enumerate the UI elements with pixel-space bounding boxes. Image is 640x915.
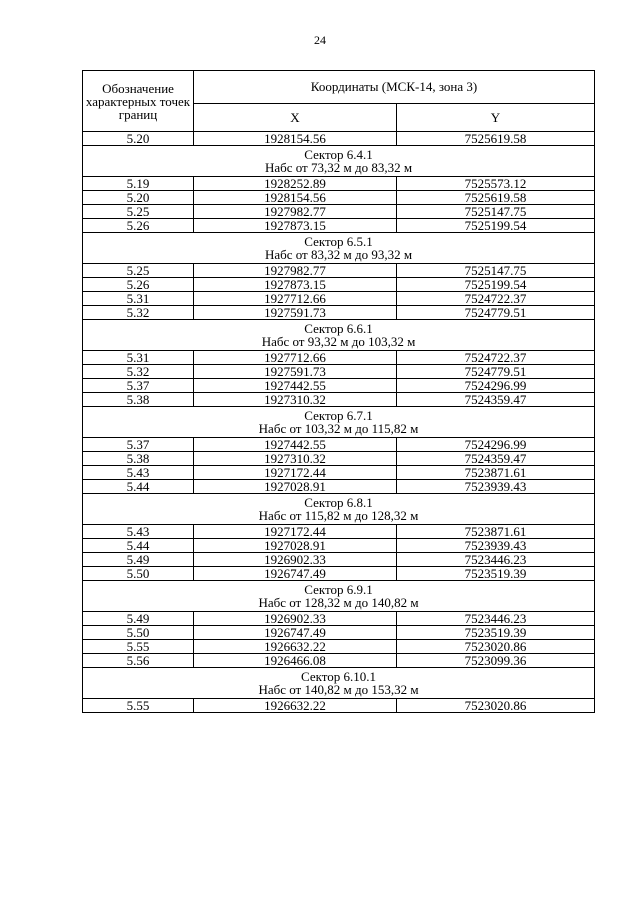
point-cell: 5.25 — [83, 205, 194, 219]
y-coordinate-cell: 7523020.86 — [397, 699, 595, 713]
table-row — [83, 292, 595, 306]
point-cell: 5.55 — [83, 699, 194, 713]
sector-range: Набс от 128,32 м до 140,82 м — [258, 595, 419, 610]
y-coordinate-cell: 7524359.47 — [397, 393, 595, 407]
table-row — [83, 264, 595, 278]
page-number: 24 — [314, 33, 326, 47]
point-cell: 5.55 — [83, 640, 194, 654]
x-coordinate-cell: 1926747.49 — [194, 567, 397, 581]
x-coordinate-cell: 1927172.44 — [194, 466, 397, 480]
table-row — [83, 567, 595, 581]
sector-header — [83, 668, 595, 699]
table-row — [83, 365, 595, 379]
y-coordinate-cell: 7523939.43 — [397, 539, 595, 553]
x-coordinate-cell: 1926632.22 — [194, 640, 397, 654]
y-coordinate-cell: 7524296.99 — [397, 438, 595, 452]
y-coordinate-cell: 7525147.75 — [397, 264, 595, 278]
header-y: Y — [397, 103, 595, 131]
point-cell: 5.20 — [83, 132, 194, 146]
sector-range: Набс от 103,32 м до 115,82 м — [258, 421, 419, 436]
y-coordinate-cell: 7525199.54 — [397, 278, 595, 292]
table-row — [83, 177, 595, 191]
point-cell: 5.31 — [83, 351, 194, 365]
y-coordinate-cell: 7524722.37 — [397, 351, 595, 365]
table-body — [83, 132, 595, 713]
point-cell: 5.31 — [83, 292, 194, 306]
sector-title: Сектор 6.4.1 — [304, 147, 373, 162]
sector-title: Сектор 6.6.1 — [304, 321, 373, 336]
table-row — [83, 626, 595, 640]
y-coordinate-cell: 7523020.86 — [397, 640, 595, 654]
point-cell: 5.25 — [83, 264, 194, 278]
y-coordinate-cell: 7525573.12 — [397, 177, 595, 191]
sector-header-row — [83, 668, 595, 699]
x-coordinate-cell: 1928154.56 — [194, 132, 397, 146]
point-cell: 5.49 — [83, 553, 194, 567]
point-cell: 5.49 — [83, 612, 194, 626]
sector-header — [83, 233, 595, 264]
y-coordinate-cell: 7524296.99 — [397, 379, 595, 393]
table-row — [83, 306, 595, 320]
header-coordinates: Координаты (МСК-14, зона 3) — [194, 71, 595, 104]
table-row — [83, 640, 595, 654]
point-cell: 5.43 — [83, 466, 194, 480]
point-cell: 5.37 — [83, 379, 194, 393]
table-row — [83, 205, 595, 219]
x-coordinate-cell: 1927172.44 — [194, 525, 397, 539]
x-coordinate-cell: 1927442.55 — [194, 379, 397, 393]
x-coordinate-cell: 1927982.77 — [194, 205, 397, 219]
y-coordinate-cell: 7523519.39 — [397, 626, 595, 640]
table-row — [83, 466, 595, 480]
sector-header-row — [83, 233, 595, 264]
sector-header — [83, 581, 595, 612]
x-coordinate-cell: 1927028.91 — [194, 539, 397, 553]
coordinates-table — [82, 70, 595, 713]
table-row — [83, 393, 595, 407]
point-cell: 5.38 — [83, 393, 194, 407]
point-cell: 5.56 — [83, 654, 194, 668]
sector-title: Сектор 6.8.1 — [304, 495, 373, 510]
y-coordinate-cell: 7525619.58 — [397, 132, 595, 146]
x-coordinate-cell: 1927591.73 — [194, 365, 397, 379]
table-row — [83, 191, 595, 205]
sector-header-row — [83, 320, 595, 351]
y-coordinate-cell: 7523939.43 — [397, 480, 595, 494]
x-coordinate-cell: 1927873.15 — [194, 219, 397, 233]
header-x: X — [194, 103, 397, 131]
point-cell: 5.43 — [83, 525, 194, 539]
table-row — [83, 452, 595, 466]
table-row — [83, 539, 595, 553]
x-coordinate-cell: 1928252.89 — [194, 177, 397, 191]
sector-header-row — [83, 407, 595, 438]
sector-range: Набс от 93,32 м до 103,32 м — [261, 334, 416, 349]
y-coordinate-cell: 7524722.37 — [397, 292, 595, 306]
x-coordinate-cell: 1926902.33 — [194, 612, 397, 626]
sector-header — [83, 407, 595, 438]
y-coordinate-cell: 7523519.39 — [397, 567, 595, 581]
point-cell: 5.32 — [83, 306, 194, 320]
sector-header-row — [83, 494, 595, 525]
sector-range: Набс от 140,82 м до 153,32 м — [258, 682, 419, 697]
x-coordinate-cell: 1926632.22 — [194, 699, 397, 713]
y-coordinate-cell: 7524779.51 — [397, 365, 595, 379]
y-coordinate-cell: 7524359.47 — [397, 452, 595, 466]
header-point-designation: Обозначение характерных точек границ — [83, 71, 194, 132]
sector-title: Сектор 6.5.1 — [304, 234, 373, 249]
point-cell: 5.37 — [83, 438, 194, 452]
sector-header-row — [83, 581, 595, 612]
sector-title: Сектор 6.7.1 — [304, 408, 373, 423]
table-row — [83, 278, 595, 292]
sector-header — [83, 320, 595, 351]
x-coordinate-cell: 1928154.56 — [194, 191, 397, 205]
y-coordinate-cell: 7525147.75 — [397, 205, 595, 219]
y-coordinate-cell: 7525199.54 — [397, 219, 595, 233]
table-row — [83, 438, 595, 452]
table-row — [83, 654, 595, 668]
y-coordinate-cell: 7523871.61 — [397, 466, 595, 480]
x-coordinate-cell: 1927712.66 — [194, 292, 397, 306]
x-coordinate-cell: 1926747.49 — [194, 626, 397, 640]
x-coordinate-cell: 1927442.55 — [194, 438, 397, 452]
x-coordinate-cell: 1926902.33 — [194, 553, 397, 567]
point-cell: 5.44 — [83, 480, 194, 494]
table-row — [83, 480, 595, 494]
x-coordinate-cell: 1927982.77 — [194, 264, 397, 278]
point-cell: 5.26 — [83, 278, 194, 292]
x-coordinate-cell: 1927028.91 — [194, 480, 397, 494]
point-cell: 5.26 — [83, 219, 194, 233]
point-cell: 5.38 — [83, 452, 194, 466]
sector-range: Набс от 73,32 м до 83,32 м — [264, 160, 413, 175]
x-coordinate-cell: 1927873.15 — [194, 278, 397, 292]
x-coordinate-cell: 1927712.66 — [194, 351, 397, 365]
point-cell: 5.44 — [83, 539, 194, 553]
point-cell: 5.50 — [83, 567, 194, 581]
y-coordinate-cell: 7523446.23 — [397, 612, 595, 626]
table-row — [83, 612, 595, 626]
x-coordinate-cell: 1926466.08 — [194, 654, 397, 668]
point-cell: 5.32 — [83, 365, 194, 379]
sector-header-row — [83, 146, 595, 177]
table-row — [83, 525, 595, 539]
y-coordinate-cell: 7523099.36 — [397, 654, 595, 668]
x-coordinate-cell: 1927591.73 — [194, 306, 397, 320]
table-row — [83, 132, 595, 146]
sector-header — [83, 494, 595, 525]
table-row — [83, 219, 595, 233]
sector-title: Сектор 6.10.1 — [300, 669, 376, 684]
point-cell: 5.19 — [83, 177, 194, 191]
y-coordinate-cell: 7524779.51 — [397, 306, 595, 320]
table-row — [83, 699, 595, 713]
y-coordinate-cell: 7523446.23 — [397, 553, 595, 567]
point-cell: 5.50 — [83, 626, 194, 640]
sector-title: Сектор 6.9.1 — [304, 582, 373, 597]
x-coordinate-cell: 1927310.32 — [194, 393, 397, 407]
table-row — [83, 351, 595, 365]
sector-range: Набс от 83,32 м до 93,32 м — [264, 247, 413, 262]
x-coordinate-cell: 1927310.32 — [194, 452, 397, 466]
sector-header — [83, 146, 595, 177]
sector-range: Набс от 115,82 м до 128,32 м — [258, 508, 419, 523]
point-cell: 5.20 — [83, 191, 194, 205]
table-row — [83, 379, 595, 393]
table-row — [83, 553, 595, 567]
y-coordinate-cell: 7523871.61 — [397, 525, 595, 539]
y-coordinate-cell: 7525619.58 — [397, 191, 595, 205]
